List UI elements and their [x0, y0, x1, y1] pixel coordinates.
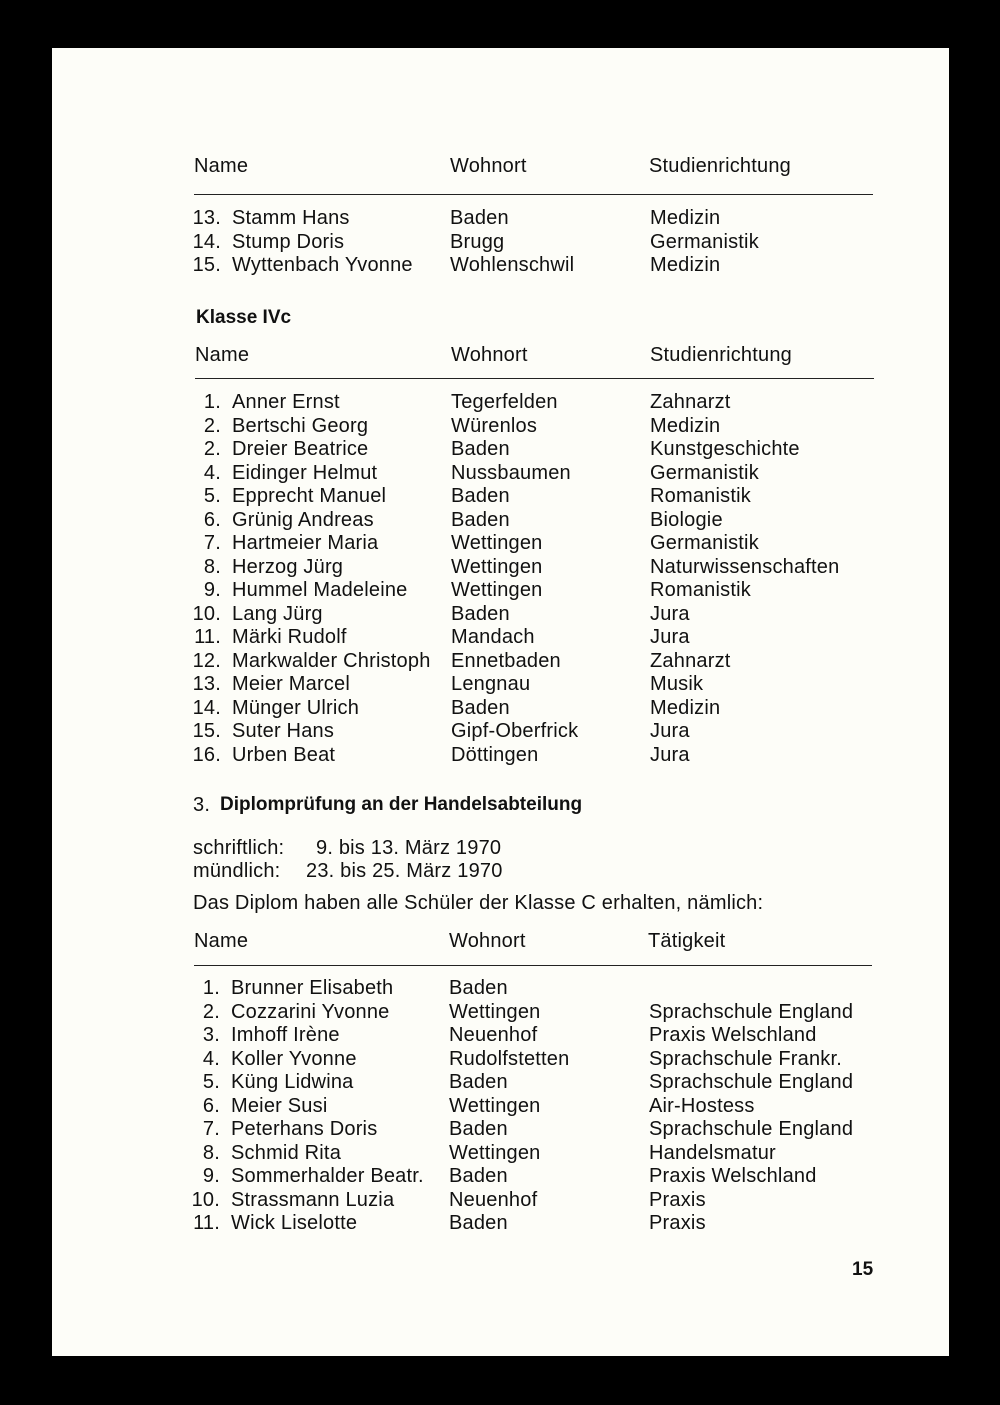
header-wohnort: Wohnort	[450, 155, 527, 177]
row-field: Germanistik	[650, 532, 759, 554]
row-field: Zahnarzt	[650, 649, 731, 672]
row-name: Grünig Andreas	[232, 508, 374, 531]
row-number: 15.	[192, 254, 221, 276]
header-wohnort: Wohnort	[449, 930, 526, 952]
row-field: Praxis	[649, 1212, 706, 1234]
row-number: 1.	[203, 391, 221, 413]
row-name: Hartmeier Maria	[232, 532, 379, 554]
row-name: Herzog Jürg	[232, 555, 344, 578]
row-wohnort: Wohlenschwil	[450, 254, 575, 276]
row-field: Musik	[650, 673, 704, 695]
row-name: Schmid Rita	[231, 1141, 342, 1164]
row-number: 14.	[192, 696, 221, 719]
table-row	[193, 977, 893, 1001]
row-wohnort: Baden	[451, 438, 510, 460]
row-number: 9.	[202, 1165, 220, 1187]
row-name: Hummel Madeleine	[232, 579, 408, 601]
row-field: Praxis	[649, 1188, 706, 1211]
table-row	[194, 650, 894, 674]
table-row	[194, 744, 894, 768]
row-wohnort: Baden	[451, 696, 510, 719]
row-number: 5.	[202, 1071, 220, 1093]
row-number: 2.	[203, 414, 221, 437]
header-name: Name	[195, 344, 250, 366]
row-name: Küng Lidwina	[231, 1071, 354, 1093]
header-studienrichtung: Studienrichtung	[649, 155, 791, 177]
table-row	[194, 509, 894, 533]
row-wohnort: Baden	[449, 1212, 508, 1234]
header-name: Name	[194, 155, 249, 177]
table-row	[194, 626, 894, 650]
row-name: Anner Ernst	[232, 391, 340, 413]
table-row	[193, 1118, 893, 1142]
section-number: 3.	[193, 794, 211, 816]
row-field: Sprachschule England	[649, 1000, 854, 1023]
row-name: Cozzarini Yvonne	[231, 1000, 390, 1023]
diplom-heading: Diplomprüfung an der Handelsabteilung	[220, 794, 583, 815]
row-wohnort: Neuenhof	[449, 1188, 538, 1211]
row-field: Sprachschule England	[649, 1118, 854, 1140]
table-row	[194, 391, 894, 415]
row-wohnort: Wettingen	[449, 1094, 541, 1117]
row-wohnort: Wettingen	[449, 1141, 541, 1164]
table-row	[194, 673, 894, 697]
row-field: Sprachschule Frankr.	[649, 1047, 842, 1070]
header-name: Name	[194, 930, 249, 952]
row-field: Praxis Welschland	[649, 1165, 817, 1187]
row-number: 4.	[203, 461, 221, 484]
row-name: Bertschi Georg	[232, 414, 369, 437]
row-field: Jura	[650, 720, 690, 742]
muendlich-label: mündlich:	[193, 860, 281, 882]
row-wohnort: Wettingen	[451, 579, 543, 601]
schriftlich-value: 9. bis 13. März 1970	[316, 837, 502, 859]
row-wohnort: Gipf-Oberfrick	[451, 720, 579, 742]
row-name: Markwalder Christoph	[232, 649, 431, 672]
table-row	[194, 438, 894, 462]
header-taetigkeit: Tätigkeit	[648, 930, 726, 952]
row-wohnort: Baden	[449, 1165, 508, 1187]
row-wohnort: Wettingen	[449, 1000, 541, 1023]
row-name: Koller Yvonne	[231, 1047, 357, 1070]
row-field: Germanistik	[650, 230, 759, 253]
table-row	[194, 207, 894, 231]
header-divider	[194, 965, 872, 966]
row-field: Zahnarzt	[650, 391, 731, 413]
row-wohnort: Wettingen	[451, 532, 543, 554]
table-row	[193, 1165, 893, 1189]
table-row	[194, 556, 894, 580]
row-number: 1.	[202, 977, 220, 999]
row-number: 16.	[192, 743, 221, 766]
row-field: Jura	[650, 626, 690, 648]
table-row	[193, 1095, 893, 1119]
table-row	[193, 1142, 893, 1166]
klasse-heading: Klasse IVc	[196, 307, 292, 328]
table-row	[194, 415, 894, 439]
row-field: Biologie	[650, 508, 723, 531]
row-number: 12.	[192, 649, 221, 672]
row-number: 6.	[203, 508, 221, 531]
row-name: Peterhans Doris	[231, 1118, 378, 1140]
table-row	[194, 485, 894, 509]
table-row	[193, 1212, 893, 1236]
row-field: Sprachschule England	[649, 1071, 854, 1093]
row-wohnort: Neuenhof	[449, 1024, 538, 1046]
row-name: Suter Hans	[232, 720, 335, 742]
page-number: 15	[852, 1259, 874, 1280]
row-field: Air-Hostess	[649, 1094, 755, 1117]
header-wohnort: Wohnort	[451, 344, 528, 366]
row-number: 5.	[203, 485, 221, 507]
row-wohnort: Döttingen	[451, 743, 539, 766]
row-wohnort: Baden	[451, 602, 510, 625]
row-number: 8.	[202, 1141, 220, 1164]
row-number: 7.	[203, 532, 221, 554]
row-wohnort: Baden	[449, 977, 508, 999]
row-number: 13.	[192, 207, 221, 229]
table-row	[193, 1071, 893, 1095]
row-number: 14.	[192, 230, 221, 253]
table-row	[194, 462, 894, 486]
row-number: 11.	[194, 626, 221, 648]
table-row	[193, 1048, 893, 1072]
row-name: Stump Doris	[232, 230, 345, 253]
row-wohnort: Nussbaumen	[451, 461, 571, 484]
row-name: Münger Ulrich	[232, 696, 360, 719]
row-name: Sommerhalder Beatr.	[231, 1165, 424, 1187]
row-name: Meier Susi	[231, 1094, 328, 1117]
row-wohnort: Tegerfelden	[451, 391, 558, 413]
row-number: 13.	[192, 673, 221, 695]
row-wohnort: Ennetbaden	[451, 649, 561, 672]
row-wohnort: Baden	[449, 1071, 508, 1093]
row-number: 6.	[202, 1094, 220, 1117]
table-row	[194, 603, 894, 627]
row-name: Stamm Hans	[232, 207, 350, 229]
row-wohnort: Brugg	[450, 230, 505, 253]
row-name: Imhoff Irène	[231, 1024, 340, 1046]
row-name: Epprecht Manuel	[232, 485, 387, 507]
row-field: Jura	[650, 743, 690, 766]
row-field: Medizin	[650, 696, 721, 719]
row-wohnort: Lengnau	[451, 673, 531, 695]
row-number: 8.	[203, 555, 221, 578]
row-name: Lang Jürg	[232, 602, 323, 625]
row-wohnort: Baden	[451, 485, 510, 507]
row-number: 10.	[191, 1188, 220, 1211]
row-name: Brunner Elisabeth	[231, 977, 394, 999]
row-field: Medizin	[650, 414, 721, 437]
row-name: Meier Marcel	[232, 673, 350, 695]
header-divider	[194, 194, 873, 195]
row-field: Romanistik	[650, 579, 751, 601]
row-wohnort: Würenlos	[451, 414, 538, 437]
row-wohnort: Baden	[450, 207, 509, 229]
row-field: Medizin	[650, 207, 721, 229]
row-field: Germanistik	[650, 461, 759, 484]
table-row	[194, 254, 894, 278]
table-row	[193, 1024, 893, 1048]
row-name: Urben Beat	[232, 743, 336, 766]
table-row	[194, 697, 894, 721]
row-name: Dreier Beatrice	[232, 438, 369, 460]
row-number: 3.	[202, 1024, 220, 1046]
row-field: Medizin	[650, 254, 721, 276]
document-page	[52, 48, 949, 1356]
row-number: 7.	[202, 1118, 220, 1140]
table-row	[193, 1189, 893, 1213]
row-field: Handelsmatur	[649, 1141, 776, 1164]
row-name: Eidinger Helmut	[232, 461, 378, 484]
row-number: 9.	[203, 579, 221, 601]
table-row	[194, 720, 894, 744]
row-field: Jura	[650, 602, 690, 625]
row-name: Märki Rudolf	[232, 626, 347, 648]
table-row	[194, 579, 894, 603]
row-wohnort: Baden	[449, 1118, 508, 1140]
row-wohnort: Baden	[451, 508, 510, 531]
row-number: 15.	[192, 720, 221, 742]
table-row	[194, 231, 894, 255]
row-name: Strassmann Luzia	[231, 1188, 395, 1211]
row-name: Wyttenbach Yvonne	[232, 254, 413, 276]
table-row	[193, 1001, 893, 1025]
table-row	[194, 532, 894, 556]
row-number: 11.	[193, 1212, 220, 1234]
header-studienrichtung: Studienrichtung	[650, 344, 792, 366]
row-number: 10.	[192, 602, 221, 625]
row-field: Praxis Welschland	[649, 1024, 817, 1046]
schriftlich-label: schriftlich:	[193, 837, 285, 859]
row-name: Wick Liselotte	[231, 1212, 358, 1234]
row-field: Romanistik	[650, 485, 751, 507]
row-wohnort: Rudolfstetten	[449, 1047, 570, 1070]
row-number: 4.	[202, 1047, 220, 1070]
row-number: 2.	[202, 1000, 220, 1023]
diplom-intro: Das Diplom haben alle Schüler der Klasse C erhalten, nämlich:	[193, 892, 764, 914]
muendlich-value: 23. bis 25. März 1970	[306, 860, 503, 882]
row-wohnort: Wettingen	[451, 555, 543, 578]
row-field: Naturwissenschaften	[650, 555, 840, 578]
header-divider	[195, 378, 874, 379]
row-number: 2.	[203, 438, 221, 460]
row-wohnort: Mandach	[451, 626, 535, 648]
row-field: Kunstgeschichte	[650, 438, 800, 460]
